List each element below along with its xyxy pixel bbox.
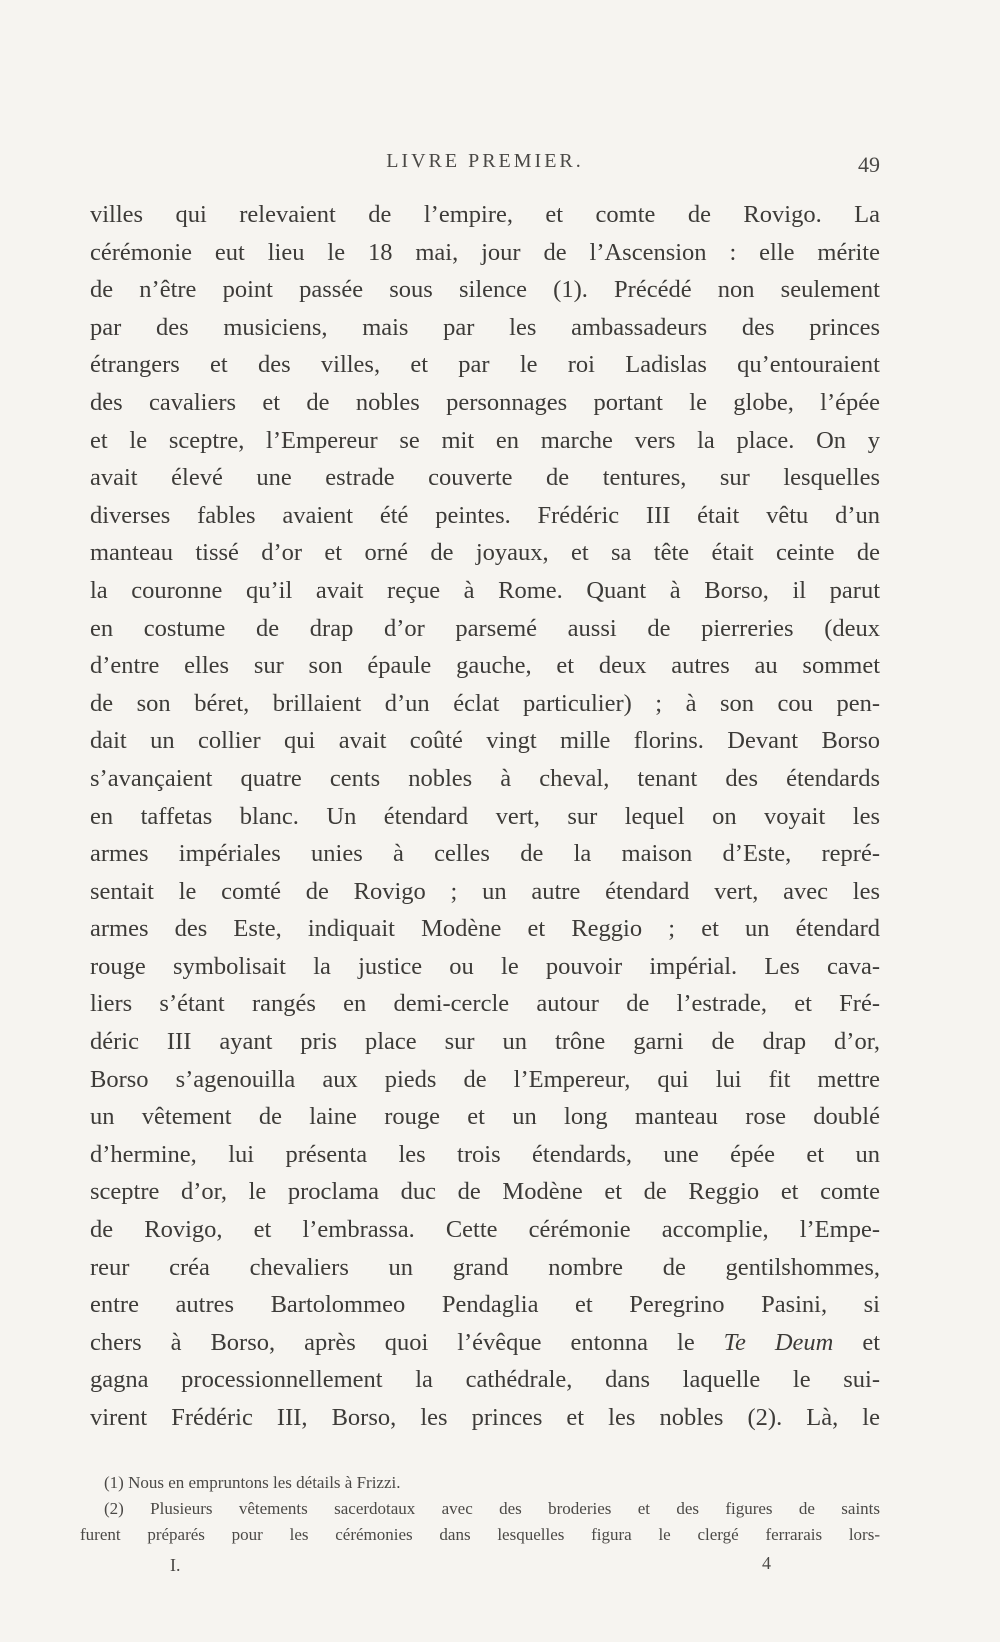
text-line: avait élevé une estrade couverte de tentures, sur lesquelles	[90, 464, 880, 492]
text-segment: et	[862, 1328, 881, 1356]
text-line: virent Frédéric III, Borso, les princes et les nobles (2). Là, le	[90, 1404, 880, 1431]
text-line: d’hermine, lui présenta les trois étendards, une épée et un	[90, 1140, 880, 1168]
text-line: par des musiciens, mais par les ambassadeurs des princes	[90, 313, 880, 341]
text-line: sceptre d’or, le proclama duc de Modène et de Reggio et comte	[90, 1178, 880, 1206]
running-title: LIVRE PREMIER.	[386, 150, 584, 172]
page-number: 49	[858, 152, 880, 177]
text-line: villes qui relevaient de l’empire, et comte de Rovigo. La	[90, 201, 880, 228]
footnotes	[80, 1470, 880, 1548]
text-line: un vêtement de laine rouge et un long manteau rose doublé	[90, 1103, 880, 1131]
text-line: cérémonie eut lieu le 18 mai, jour de l’Ascension : elle mérite	[90, 238, 880, 266]
footnote-2-continued: furent préparés pour les cérémonies dans lesquelles figura le clergé ferrarais lors-	[80, 1525, 880, 1544]
text-line: déric III ayant pris place sur un trône garni de drap d’or,	[90, 1028, 880, 1056]
text-line: armes impériales unies à celles de la maison d’Este, repré-	[90, 840, 880, 868]
text-line: Borso s’agenouilla aux pieds de l’Empereur, qui lui fit mettre	[90, 1065, 880, 1093]
text-line: en costume de drap d’or parsemé aussi de pierreries (deux	[90, 614, 880, 642]
body-text	[90, 196, 880, 1437]
text-line: sentait le comté de Rovigo ; un autre étendard vert, avec les	[90, 877, 880, 905]
text-line: de Rovigo, et l’embrassa. Cette cérémonie accomplie, l’Empe-	[90, 1216, 880, 1244]
text-line: gagna processionnellement la cathédrale, dans laquelle le sui-	[90, 1366, 880, 1394]
text-line: liers s’étant rangés en demi-cercle autour de l’estrade, et Fré-	[90, 990, 880, 1018]
text-line: diverses fables avaient été peintes. Frédéric III était vêtu d’un	[90, 501, 880, 529]
text-line: étrangers et des villes, et par le roi Ladislas qu’entouraient	[90, 351, 880, 379]
text-line: manteau tissé d’or et orné de joyaux, et sa tête était ceinte de	[90, 539, 880, 567]
footnote-1: (1) Nous en empruntons les détails à Frizzi.	[104, 1473, 401, 1492]
text-line: et le sceptre, l’Empereur se mit en marche vers la place. On y	[90, 426, 880, 454]
text-line: reur créa chevaliers un grand nombre de gentilshommes,	[90, 1253, 880, 1281]
text-line: de son béret, brillaient d’un éclat particulier) ; à son cou pen-	[90, 689, 880, 717]
text-line: entre autres Bartolommeo Pendaglia et Peregrino Pasini, si	[90, 1291, 880, 1319]
text-line: en taffetas blanc. Un étendard vert, sur lequel on voyait les	[90, 802, 880, 830]
text-line: la couronne qu’il avait reçue à Rome. Quant à Borso, il parut	[90, 576, 880, 604]
text-line: d’entre elles sur son épaule gauche, et deux autres au sommet	[90, 652, 880, 680]
running-head	[90, 150, 880, 180]
signature-mark: I.	[170, 1555, 181, 1575]
footnote-2: (2) Plusieurs vêtements sacerdotaux avec des broderies et des figures de saints	[104, 1499, 880, 1518]
text-line: armes des Este, indiquait Modène et Reggio ; et un étendard	[90, 915, 880, 943]
text-line: rouge symbolisait la justice ou le pouvoir impérial. Les cava-	[90, 952, 880, 980]
italic-phrase: Te Deum	[723, 1328, 834, 1356]
text-line: des cavaliers et de nobles personnages portant le globe, l’épée	[90, 388, 880, 416]
text-line: dait un collier qui avait coûté vingt mille florins. Devant Borso	[90, 727, 880, 755]
text-line: s’avançaient quatre cents nobles à cheval, tenant des étendards	[90, 764, 880, 792]
signature-number: 4	[762, 1553, 771, 1573]
text-line: de n’être point passée sous silence (1). Précédé non seulement	[90, 276, 880, 304]
text-line-with-italic	[90, 1324, 880, 1362]
text-segment: chers à Borso, après quoi l’évêque entonna le	[90, 1328, 695, 1356]
